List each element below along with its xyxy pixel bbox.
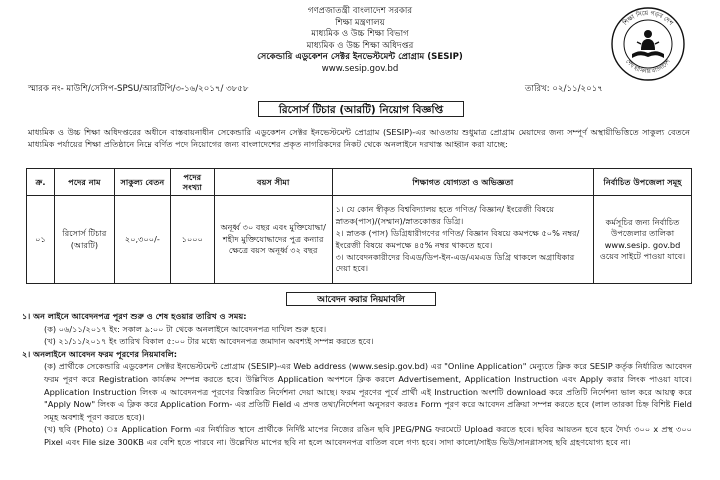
header-serial: ক্র.: [27, 169, 55, 196]
qualification-item: ২। স্নাতক (পাস) ডিগ্রিধারীগণের গণিত/ বিজ্ঞান বিষয়ে কমপক্ষে ৫০% নম্বর/ইংরেজী বিষয়ে কমপক্ষে ৪৫% নম্বর থাকতে হবে।: [335, 228, 580, 250]
rules-section-2-title: ২। অনলাইনে আবেদন ফরম পূরণের নিয়মাবলি:: [22, 348, 178, 359]
header-line-directorate: মাধ্যমিক ও উচ্চ শিক্ষা অধিদপ্তর: [306, 40, 414, 51]
qualification-item: ১। যে কোন স্বীকৃত বিশ্ববিদ্যালয় হতে গণিত/ বিজ্ঞান/ ইংরেজী বিষয়ে স্নাতক(পাস)/(সম্মান)/স্নাতকোত্তর ডিগ্রি।: [335, 204, 555, 226]
header-count: পদের সংখ্যা: [170, 169, 214, 196]
header-line-website: www.sesip.gov.bd: [321, 63, 399, 74]
rules-section-1-title: ১। অন লাইনে আবেদনপত্র পূরণ শুরু ও শেষ হওয়ার তারিখ ও সময়:: [22, 311, 247, 321]
rules-item: (খ) ছবি (Photo) ঃ Application Form এর নির্ধারিত স্থানে প্রার্থীকে নির্দিষ্ট মাপের নিজের রঙিন ছবি JPEG/PNG ফরমেটে Upload করতে হবে। ছবির আয়তন হবে হবে দৈর্ঘ্য ৩০০ x প্রস্থ ৩০০ Pixel এবং File size 300KB এর বেশি হতে পারবে না। উল্লেখিত মাপের ছবি না হলে আবেদনপত্র বাতিল বলে গণ্য হবে। সাদা কালো/সাইড ভিউ/সানগ্লাসসহ ছবি গ্রহণযোগ্য হবে না।: [44, 424, 692, 447]
cell-serial: ০১: [27, 196, 55, 284]
notice-title: রিসোর্স টিচার (আরটি) নিয়োগ বিজ্ঞপ্তি: [258, 101, 464, 117]
seal-icon: [610, 6, 686, 82]
cell-qualification: [332, 196, 593, 284]
qualification-item: ৩। আবেদনকারীদের বিএড/ডিপ-ইন-এড/এমএড ডিগ্রি থাকলে অগ্রাধিকার দেয়া হবে।: [335, 251, 575, 274]
header-qualification: শিক্ষাগত যোগ্যতা ও অভিজ্ঞতা: [332, 169, 593, 196]
intro-paragraph: মাধ্যমিক ও উচ্চ শিক্ষা অধিদপ্তরের অধীনে বাস্তবায়নাধীন সেকেন্ডারি এডুকেশন সেক্টর ইনভেস্টমেন্ট প্রোগ্রাম (SESIP)-এর আওতায় শুধুমাত্র প্রোগ্রাম মেয়াদের জন্য সম্পূর্ণ অস্থায়ীভিত্তিতে সাকুল্য বেতনে মাধ্যমিক পর্যায়ের শিক্ষা প্রতিষ্ঠানে নিম্নে বর্ণিত পদে নিয়োগের জন্য বাংলাদেশের প্রকৃত নাগরিকদের নিকট থেকে অনলাইনে দরখাস্ত আহ্বান করা যাচ্ছে:: [28, 127, 690, 150]
memo-number: স্মারক নং- মাউশি/সেসিপ-SPSU/আরটিপি/৩-১৬/২০১৭/ ৩৮৫৮: [28, 84, 249, 94]
header-age: বয়স সীমা: [214, 169, 332, 196]
table-header-row: [27, 169, 692, 196]
header-post: পদের নাম: [54, 169, 114, 196]
rules-heading: আবেদন করার নিয়মাবলি: [286, 292, 436, 306]
rules-item: (ক) প্রার্থীকে সেকেন্ডারি এডুকেশন সেক্টর ইনভেস্টমেন্ট প্রোগ্রাম (SESIP)-এর Web address (www.sesip.gov.bd) এর "Online Application" মেন্যুতে ক্লিক করে SESIP কর্তৃক নির্ধারিত আবেদন ফরম পূরণ করে Registration কার্যক্রম সম্পন্ন করতে হবে। উল্লিখিত Application অপশনে ক্লিক করলে Advertisement, Application Instruction এবং Apply করার লিংক পাওয়া যাবে। Application Instruction লিংক এ আবেদনপত্র পূরণের বিস্তারিত নির্দেশনা দেয়া আছে। ফরম পূরণের পূর্বে প্রার্থী এই Instruction অংশটি download করে প্রতিটি নির্দেশনা ভাল করে আয়ত্ব করে "Apply Now" লিংক এ ক্লিক করে Application Form- এর প্রতিটি Field এ প্রদত্ত তথ্য/নির্দেশনা অনুসরণ করতঃ Form পূরণ করে আবেদন প্রক্রিয়া সম্পন্ন করতে হবে (লাল তারকা চিহ্ন বিশিষ্ট Field সমূহ অবশ্যই পূরণ করতে হবে)।: [44, 361, 692, 422]
header-line-govt: গণপ্রজাতন্ত্রী বাংলাদেশ সরকার: [307, 6, 413, 16]
header-line-ministry: শিক্ষা মন্ত্রণালয়: [335, 17, 385, 28]
header-line-division: মাধ্যমিক ও উচ্চ শিক্ষা বিভাগ: [311, 29, 409, 40]
letterhead: [140, 6, 580, 76]
table-row: [27, 196, 692, 284]
cell-post: রিসোর্স টিচার (আরটি): [54, 196, 114, 284]
cell-upazila: কর্মসূচির জন্য নির্বাচিত উপজেলার তালিকা www.sesip. gov.bd ওয়েব সাইটে পাওয়া যাবে।: [594, 196, 692, 284]
cell-salary: ২০,৩০০/-: [114, 196, 170, 284]
rules-item: (খ) ২১/১১/২০১৭ ইং তারিখ বিকাল ৫:০০ টার মধ্যে আবেদনপত্র জমাদান অবশ্যই সম্পন্ন করতে হবে।: [44, 336, 374, 347]
seal-text-bottom: শেখ হাসিনার বাংলাদেশ: [624, 58, 672, 76]
cell-count: ১০০০: [170, 196, 214, 284]
application-rules: [22, 310, 692, 449]
cell-age: অনূর্ধ্ব ৩০ বছর এবং মুক্তিযোদ্ধা/শহীদ মুক্তিযোদ্ধাদের পুত্র কন্যার ক্ষেত্রে বয়স অনূর্ধ্ব ৩২ বছর: [214, 196, 332, 284]
header-salary: সাকুল্য বেতন: [114, 169, 170, 196]
rules-item: (ক) ০৬/১১/২০১৭ ইং: সকাল ৯:০০ টা থেকে অনলাইনে আবেদনপত্র দাখিল শুরু হবে।: [44, 323, 327, 334]
seal-text-top: শিক্ষা নিয়ে গড়ব দেশ: [621, 9, 675, 27]
header-line-program: সেকেন্ডারি এডুকেশন সেক্টর ইনভেস্টমেন্ট প্রোগ্রাম (SESIP): [257, 52, 463, 63]
issue-date: তারিখ: ০২/১১/২০১৭: [525, 84, 603, 94]
header-upazila: নির্বাচিত উপজেলা সমূহ: [594, 169, 692, 196]
vacancy-table: [26, 168, 692, 284]
